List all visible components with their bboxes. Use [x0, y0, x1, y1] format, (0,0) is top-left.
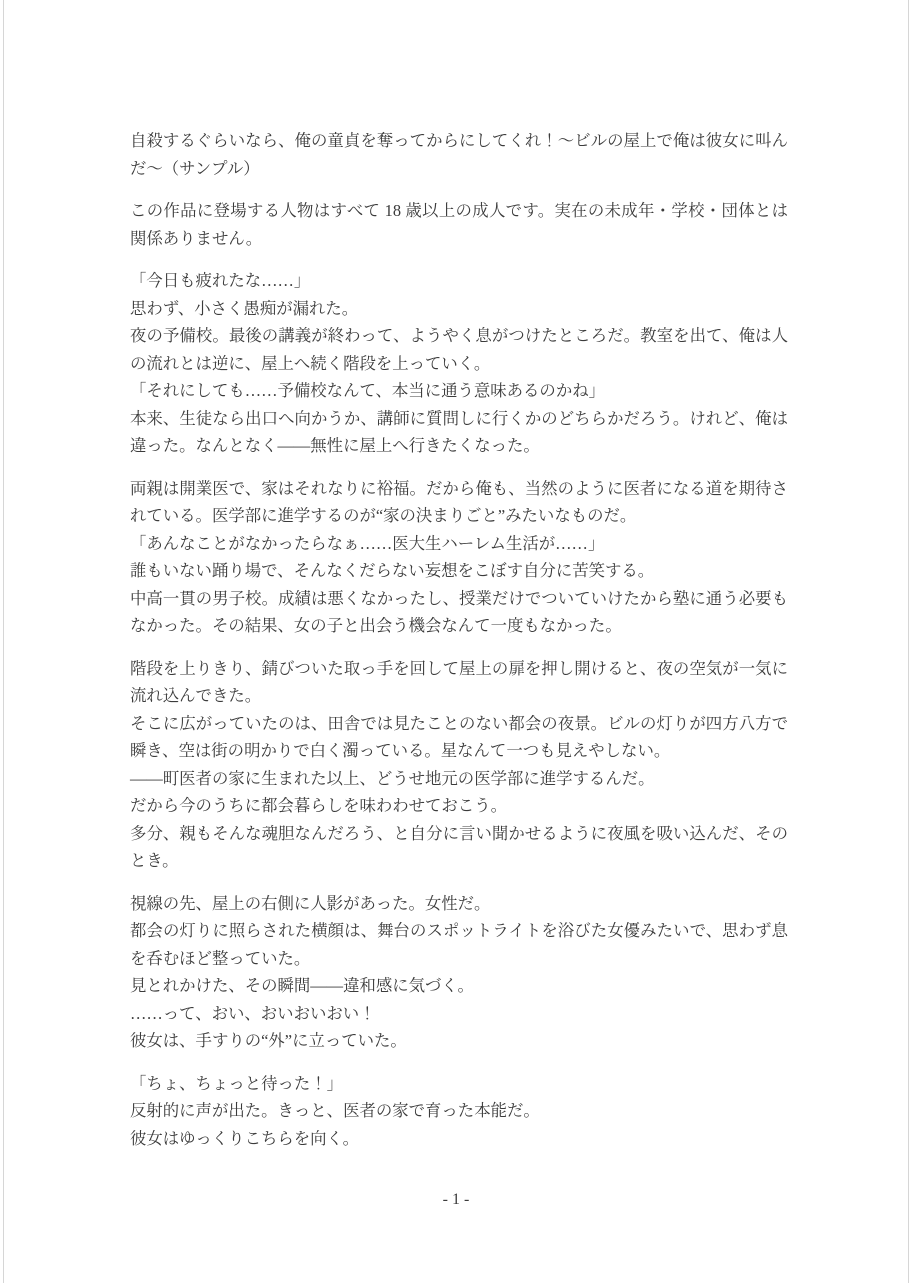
paragraph: ……って、おい、おいおいおい！: [130, 1003, 376, 1023]
page-border-right: [908, 0, 909, 1283]
story-block-2: [130, 475, 788, 640]
paragraph: 多分、親もそんな魂胆なんだろう、と自分に言い聞かせるように夜風を吸い込んだ、そのとき。: [130, 823, 788, 870]
paragraph: 見とれかけた、その瞬間——違和感に気づく。: [130, 976, 474, 995]
story-block-1: [130, 267, 788, 460]
paragraph: 中高一貫の男子校。成績は悪くなかったし、授業だけでついていけたから塾に通う必要もなかった。その結果、女の子と出会う機会なんて一度もなかった。: [130, 588, 788, 635]
paragraph: この作品に登場する人物はすべて 18 歳以上の成人です。実在の未成年・学校・団体とは関係ありません。: [130, 201, 788, 248]
paragraph: 両親は開業医で、家はそれなりに裕福。だから俺も、当然のように医者になる道を期待されている。医学部に進学するのが“家の決まりごと”みたいなものだ。: [130, 478, 788, 525]
paragraph: そこに広がっていたのは、田舎では見たことのない都会の夜景。ビルの灯りが四方八方で瞬き、空は街の明かりで白く濁っている。星なんて一つも見えやしない。: [130, 713, 788, 760]
paragraph: 本来、生徒なら出口へ向かうか、講師に質問しに行くかのどちらかだろう。けれど、俺は違った。なんとなく——無性に屋上へ行きたくなった。: [130, 408, 788, 455]
document-text: [130, 127, 788, 1167]
paragraph: 階段を上りきり、錆びついた取っ手を回して屋上の扉を押し開けると、夜の空気が一気に流れ込んできた。: [130, 658, 788, 705]
paragraph: 「あんなことがなかったらなぁ……医大生ハーレム生活が……」: [130, 533, 605, 553]
paragraph: ——町医者の家に生まれた以上、どうせ地元の医学部に進学するんだ。: [130, 768, 655, 788]
paragraph: 視線の先、屋上の右側に人影があった。女性だ。: [130, 893, 491, 913]
content-notice: [130, 197, 788, 252]
page-border-left: [3, 0, 4, 1283]
page-number: - 1 -: [442, 1191, 470, 1208]
paragraph: 誰もいない踊り場で、そんなくだらない妄想をこぼす自分に苦笑する。: [130, 561, 655, 580]
paragraph: 彼女は、手すりの“外”に立っていた。: [130, 1031, 407, 1050]
paragraph: だから今のうちに都会暮らしを味わわせておこう。: [130, 796, 507, 815]
paragraph: 自殺するぐらいなら、俺の童貞を奪ってからにしてくれ！～ビルの屋上で俺は彼女に叫んだ～（サンプル）: [130, 131, 788, 178]
paragraph: 「今日も疲れたな……」: [130, 271, 311, 290]
story-block-4: [130, 890, 788, 1055]
paragraph: 都会の灯りに照らされた横顔は、舞台のスポットライトを浴びた女優みたいで、思わず息を呑むほど整っていた。: [130, 921, 788, 968]
paragraph: 反射的に声が出た。きっと、医者の家で育った本能だ。: [130, 1101, 540, 1120]
paragraph: 思わず、小さく愚痴が漏れた。: [130, 298, 359, 318]
paragraph: 夜の予備校。最後の講義が終わって、ようやく息がつけたところだ。教室を出て、俺は人の流れとは逆に、屋上へ続く階段を上っていく。: [130, 326, 788, 373]
paragraph: 「それにしても……予備校なんて、本当に通う意味あるのかね」: [130, 381, 605, 400]
story-block-3: [130, 655, 788, 875]
document-title: [130, 127, 788, 182]
story-block-5: [130, 1070, 788, 1153]
paragraph: 彼女はゆっくりこちらを向く。: [130, 1128, 359, 1148]
paragraph: 「ちょ、ちょっと待った！」: [130, 1073, 344, 1093]
